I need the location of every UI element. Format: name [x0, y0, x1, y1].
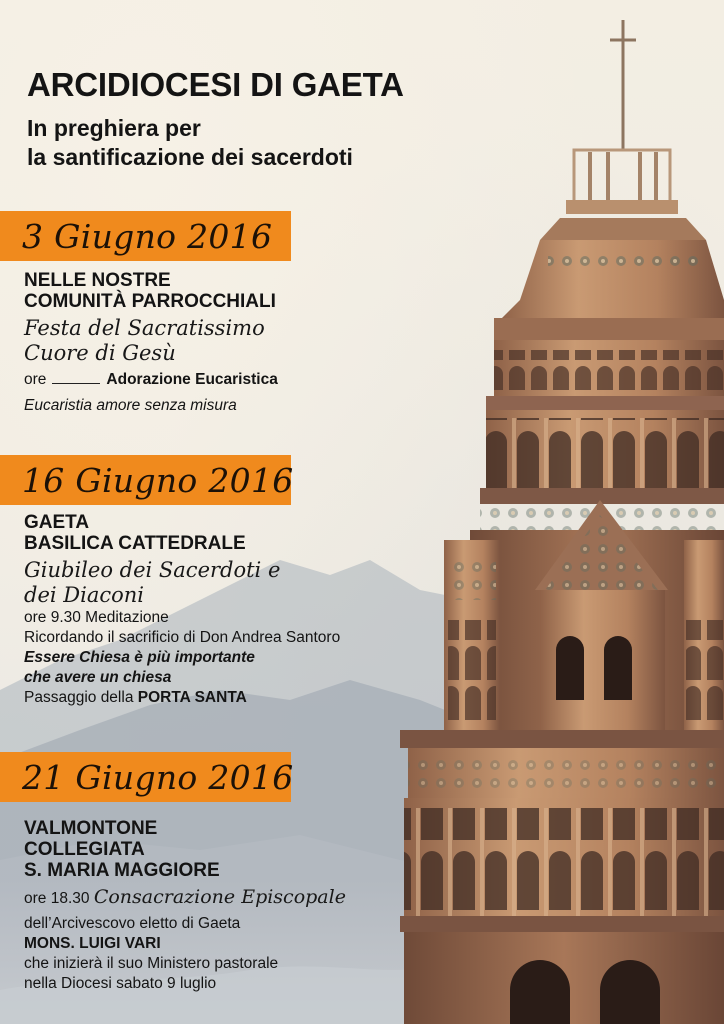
page-title: ARCIDIOCESI DI GAETA	[27, 66, 404, 103]
page-subtitle	[27, 114, 353, 172]
quote-line: che avere un chiesa	[24, 669, 172, 686]
event-motto: Eucaristia amore senza misura	[24, 397, 237, 414]
porta-santa-label: PORTA SANTA	[137, 689, 247, 706]
place-line: NELLE NOSTRE	[24, 270, 171, 291]
passage-line	[24, 688, 340, 708]
event-title-script: Consacrazione Episcopale	[93, 886, 346, 908]
time-prefix: ore	[24, 371, 47, 388]
detail-line: nella Diocesi sabato 9 luglio	[24, 975, 217, 992]
event-title-script: Giubileo dei Sacerdoti e	[24, 558, 281, 582]
date-banner-2	[0, 455, 294, 505]
event-place	[24, 818, 346, 881]
date-label: 21 Giugno 2016	[22, 757, 294, 797]
date-banner-3	[0, 752, 294, 802]
time-blank	[52, 371, 100, 384]
event-2	[24, 512, 340, 708]
bishop-name: MONS. LUIGI VARI	[24, 935, 161, 952]
event-place	[24, 512, 340, 554]
passage-prefix: Passaggio della	[24, 689, 134, 706]
time-label: ore 18.30	[24, 890, 90, 907]
detail-line: che inizierà il suo Ministero pastorale	[24, 955, 279, 972]
event-title-script: dei Diaconi	[24, 583, 144, 607]
remembrance-line: Ricordando il sacrificio di Don Andrea Santoro	[24, 629, 341, 646]
meditation-line: ore 9.30 Meditazione	[24, 609, 169, 626]
date-label: 3 Giugno 2016	[22, 216, 273, 256]
place-line: S. MARIA MAGGIORE	[24, 860, 220, 881]
event-3	[24, 818, 346, 994]
date-banner-1	[0, 211, 291, 261]
event-place	[24, 270, 278, 312]
place-line: VALMONTONE	[24, 818, 158, 839]
consecration-line	[24, 885, 346, 910]
place-line: COMUNITÀ PARROCCHIALI	[24, 291, 276, 312]
event-1	[24, 270, 278, 416]
adoration-label: Adorazione Eucaristica	[106, 371, 278, 388]
detail-line: dell’Arcivescovo eletto di Gaeta	[24, 915, 241, 932]
date-label: 16 Giugno 2016	[22, 460, 294, 500]
subtitle-line-1: In preghiera per	[27, 115, 201, 141]
adoration-line	[24, 370, 278, 390]
place-line: GAETA	[24, 512, 90, 533]
subtitle-line-2: la santificazione dei sacerdoti	[27, 144, 353, 170]
quote-line: Essere Chiesa è più importante	[24, 649, 255, 666]
event-title-script: Cuore di Gesù	[24, 341, 176, 365]
place-line: BASILICA CATTEDRALE	[24, 533, 246, 554]
place-line: COLLEGIATA	[24, 839, 145, 860]
event-title-script: Festa del Sacratissimo	[24, 316, 265, 340]
